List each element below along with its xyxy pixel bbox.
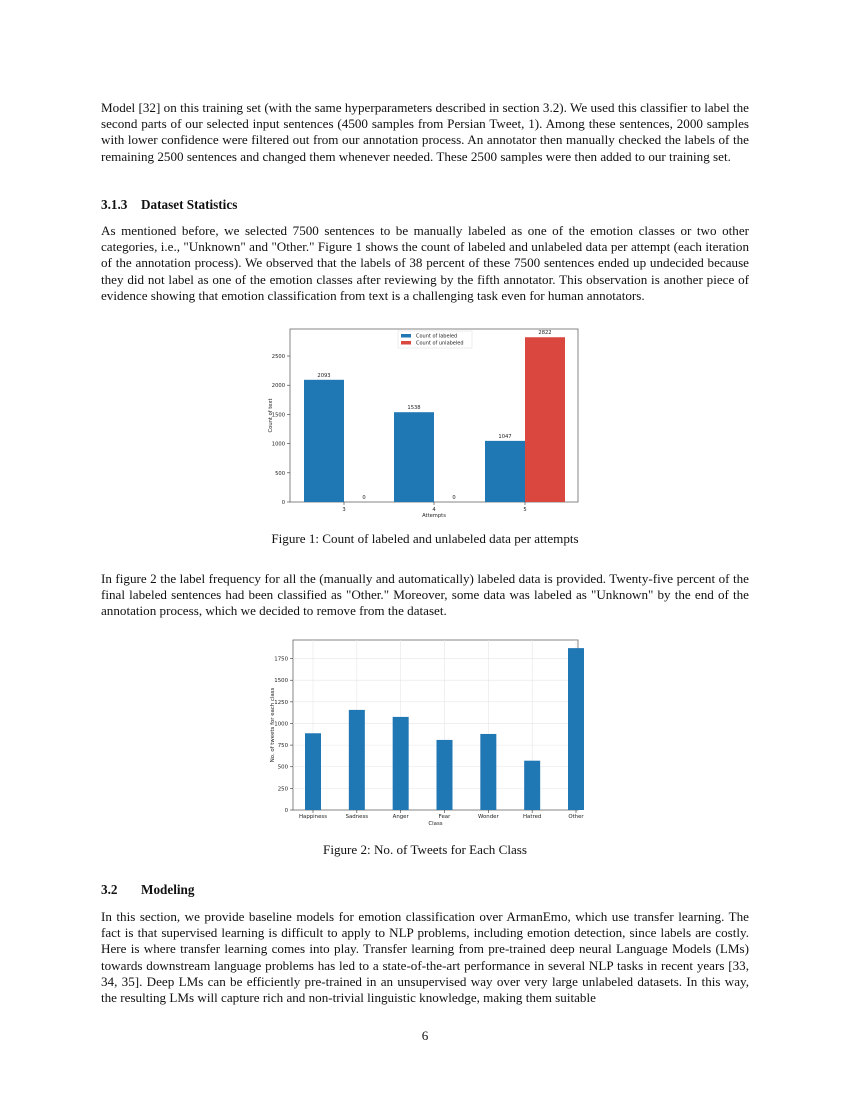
legend <box>398 331 472 348</box>
bar <box>394 412 434 502</box>
bar <box>524 761 540 810</box>
y-tick-label: 1000 <box>274 721 288 728</box>
section-number: 3.2 <box>101 882 118 897</box>
y-tick-label: 1750 <box>274 656 288 663</box>
paragraph-modeling: In this section, we provide baseline models for emotion classification over ArmanEmo, which use transfer learning. The fact is that supervised learning is difficult to apply to NLP problems, including emotion detection, since labels are costly. Here is where transfer learning comes into play. Transfer learning from pre-trained deep neural Language Models (LMs) towards downstream language problems has led to a state-of-the-art performance in several NLP tasks in recent years [33, 34, 35]. Deep LMs can be efficiently pre-trained in an unsupervised way over very large unlabeled datasets. In this way, the resulting LMs will capture rich and non-trivial linguistic knowledge, making them suitable <box>101 909 749 1006</box>
legend-label: Count of unlabeled <box>416 340 464 347</box>
x-tick-label: Anger <box>392 814 409 820</box>
paragraph-dataset-statistics: As mentioned before, we selected 7500 sentences to be manually labeled as one of the emotion classes or two other categories, i.e., "Unknown" and "Other." Figure 1 shows the count of labeled and unlabeled data per attempt (each iteration of the annotation process). We observed that the labels of 38 percent of these 7500 sentences ended up undecided because they did not label as one of the emotion classes after reviewing by the fifth annotator. This observation is another piece of evidence showing that emotion classification from text is a challenging task even for human annotators. <box>101 223 749 303</box>
bar <box>568 648 584 810</box>
x-axis-label: Class <box>428 821 443 827</box>
bar-value-label: 1047 <box>498 433 512 440</box>
section-title: Dataset Statistics <box>141 197 238 212</box>
y-tick-label: 2500 <box>271 354 285 361</box>
page-number: 6 <box>421 1028 429 1043</box>
bar <box>305 733 321 810</box>
bar-value-label: 2822 <box>538 330 552 337</box>
figure-2-bar-chart <box>255 632 590 832</box>
section-heading-dataset-statistics <box>101 197 237 213</box>
x-tick-label: Wonder <box>477 814 499 820</box>
x-tick-label: Happiness <box>298 814 328 820</box>
bar <box>525 337 565 502</box>
x-tick-label: Other <box>568 814 584 820</box>
x-tick-label: 4 <box>432 507 436 513</box>
bar <box>304 380 344 502</box>
y-tick-label: 1250 <box>274 699 288 706</box>
bar-value-label: 1538 <box>407 405 421 412</box>
y-tick-label: 250 <box>277 786 288 793</box>
section-heading-modeling <box>101 882 194 898</box>
x-tick-label: 5 <box>523 507 527 513</box>
bar <box>349 710 365 810</box>
paragraph-training-set: Model [32] on this training set (with the same hyperparameters described in section 3.2). We used this classifier to label the second parts of our selected input sentences (4500 samples from Persian Tweet, 1). Among these sentences, 2000 samples with lower confidence were filtered out from our annotation process. An annotator then manually checked the labels of the remaining 2500 sentences and changed them whenever needed. These 2500 samples were then added to our training set. <box>101 100 749 164</box>
legend-swatch <box>401 341 411 345</box>
y-tick-label: 0 <box>281 500 285 506</box>
paragraph-label-frequency: In figure 2 the label frequency for all the (manually and automatically) labeled data is provided. Twenty-five percent of the final labeled sentences had been classified as "Other." Moreover, some data was labeled as "Unknown" by the end of the annotation process, which we decided to remove from the dataset. <box>101 571 749 619</box>
x-tick-label: Hatred <box>523 814 542 820</box>
y-tick-label: 500 <box>277 764 288 771</box>
bar-value-label: 2093 <box>317 372 331 379</box>
figure-1-caption: Figure 1: Count of labeled and unlabeled data per attempts <box>271 531 579 546</box>
bar-value-label: 0 <box>452 495 456 501</box>
x-tick-label: 3 <box>342 507 346 513</box>
x-tick-label: Fear <box>438 814 451 820</box>
y-tick-label: 1500 <box>274 678 288 685</box>
y-tick-label: 2000 <box>271 383 285 390</box>
legend-swatch <box>401 334 411 338</box>
y-tick-label: 0 <box>284 808 288 814</box>
x-tick-label: Sadness <box>345 814 369 820</box>
legend-label: Count of labeled <box>416 333 458 340</box>
figure-1-bar-chart <box>250 322 590 522</box>
y-axis-label: Count of text <box>268 398 274 433</box>
y-axis-label: No. of tweets for each class <box>270 687 276 763</box>
section-number: 3.1.3 <box>101 197 128 212</box>
bar-value-label: 0 <box>362 495 366 501</box>
bar <box>485 441 525 502</box>
y-tick-label: 500 <box>275 470 285 477</box>
bar <box>480 734 496 810</box>
x-axis-label: Attempts <box>422 513 446 519</box>
y-tick-label: 750 <box>277 743 288 750</box>
y-tick-label: 1000 <box>271 441 285 448</box>
bar <box>393 717 409 810</box>
y-tick-label: 1500 <box>271 412 285 419</box>
bar <box>437 740 453 810</box>
section-title: Modeling <box>141 882 195 897</box>
figure-2-caption: Figure 2: No. of Tweets for Each Class <box>323 842 527 857</box>
